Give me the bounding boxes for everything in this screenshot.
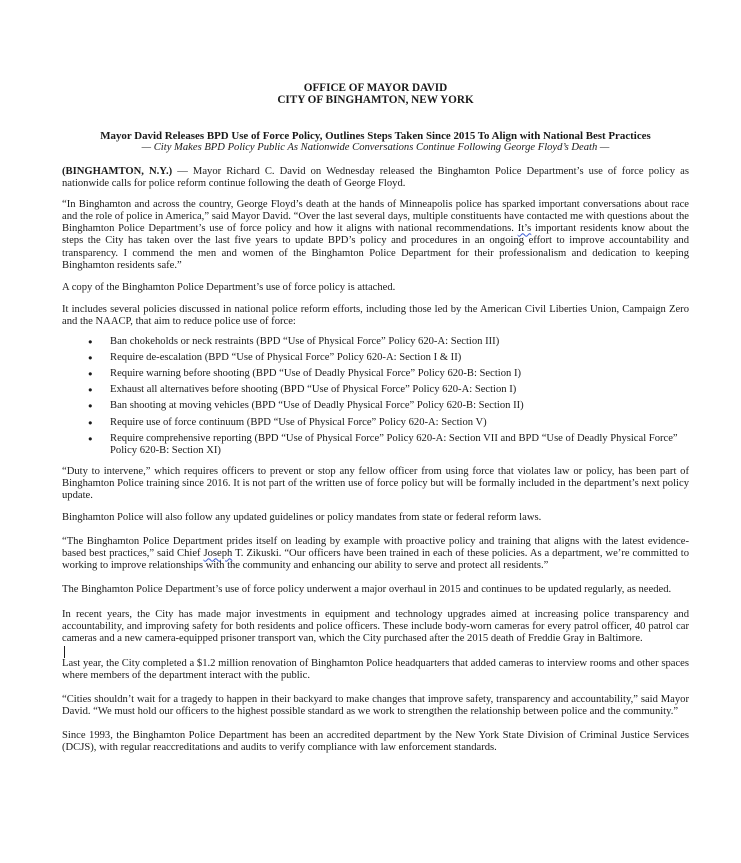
policies-intro-paragraph: It includes several policies discussed in national police reform efforts, including those led by the American Civil Liberties Union, Campaign Zero and the NAACP, that aim to reduce police use of force: <box>62 303 689 327</box>
press-release-subheadline: — City Makes BPD Policy Public As Nationwide Conversations Continue Following George Floyd’s Death — <box>141 142 610 154</box>
mayor-quote-text-1: “In Binghamton and across the country, George Floyd’s death at the hands of Minneapolis police has sparked important conversations about race and the role of police in America,” said Mayor David. “Over the last several days, multiple constituents have contacted me with questions about the Binghamton Police Department’s use of force policy and how it aligns with national recommendations. <box>62 199 689 235</box>
city-title: CITY OF BINGHAMTON, NEW YORK <box>277 94 474 107</box>
mayor-quote-text-2: important residents know about the steps the City has taken over the last five years to update BPD’s policy and procedures in an ongoing effort to improve accountability and transparency. I commend the men and women of the Binghamton Police Department for their professionalism and dedication to keeping Binghamton residents safe.” <box>62 223 690 271</box>
mayor-quote-paragraph <box>62 199 689 272</box>
text-cursor[interactable] <box>64 646 65 658</box>
policy-list-item: ● Require de-escalation (BPD “Use of Physical Force” Policy 620-A: Section I & II) <box>110 352 689 364</box>
intro-text: — Mayor Richard C. David on Wednesday released the Binghamton Police Department’s use of force policy as nationwide calls for police reform continue following the death of George Floyd. <box>62 166 690 190</box>
policy-list-item: ● Require use of force continuum (BPD “Use of Physical Force” Policy 620-A: Section V) <box>110 417 689 429</box>
letterhead <box>62 82 689 107</box>
overhaul-paragraph: The Binghamton Police Department’s use of force policy underwent a major overhaul in 2015 and continues to be updated regularly, as needed. <box>62 584 672 596</box>
mayor-quote-2-paragraph: “Cities shouldn’t wait for a tragedy to happen in their backyard to make changes that improve safety, transparency and accountability,” said Mayor David. “We must hold our officers to the highest possible standard as we work to strengthen the relationship between police and the community.” <box>62 694 689 718</box>
policy-list-item: ● Ban shooting at moving vehicles (BPD “Use of Deadly Physical Force” Policy 620-B: Section II) <box>110 400 689 412</box>
document-page <box>62 82 689 754</box>
spellcheck-flagged-word[interactable]: It’s <box>517 223 532 235</box>
policy-list-item: ● Ban chokeholds or neck restraints (BPD “Use of Physical Force” Policy 620-A: Section III) <box>110 336 689 348</box>
policy-list <box>62 336 689 457</box>
dateline: (BINGHAMTON, N.Y.) <box>62 166 173 178</box>
chief-quote-paragraph <box>62 536 689 572</box>
press-release-headline: Mayor David Releases BPD Use of Force Policy, Outlines Steps Taken Since 2015 To Align with National Best Practices <box>100 129 651 142</box>
chief-quote-text-2: T. Zikuski. “Our officers have been trained in each of these policies. As a department, we’re committed to working to improve relationships with the community and enhancing our ability to serve and protect all residents.” <box>62 548 689 572</box>
investments-paragraph: In recent years, the City has made major investments in equipment and technology upgrades aimed at increasing police transparency and accountability, and improving safety for both residents and police officers. These include body-worn cameras for every patrol officer, 40 patrol car cameras and a new camera-equipped prisoner transport van, which the City purchased after the 2015 death of Freddie Gray in Baltimore. <box>62 608 689 644</box>
duty-to-intervene-paragraph: “Duty to intervene,” which requires officers to prevent or stop any fellow officer from using force that violates law or policy, has been part of Binghamton Police training since 2016. It is not part of the written use of force policy but will be formally included in the department’s next policy update. <box>62 465 689 501</box>
policy-list-item: ● Exhaust all alternatives before shooting (BPD “Use of Physical Force” Policy 620-A: Section I) <box>110 384 689 396</box>
intro-paragraph <box>62 166 689 190</box>
policy-list-item: ● Require warning before shooting (BPD “Use of Deadly Physical Force” Policy 620-B: Section I) <box>110 368 689 380</box>
copy-attached-paragraph: A copy of the Binghamton Police Department’s use of force policy is attached. <box>62 281 396 293</box>
chief-quote-text-1: “The Binghamton Police Department prides itself on leading by example with proactive policy and training that aligns with the latest evidence-based best practices,” said Chief <box>62 536 689 560</box>
office-title: OFFICE OF MAYOR DAVID <box>303 82 448 94</box>
accreditation-paragraph: Since 1993, the Binghamton Police Department has been an accredited department by the New York State Division of Criminal Justice Services (DCJS), with regular reaccreditations and audits to verify compliance with law enforcement standards. <box>62 730 689 754</box>
renovation-paragraph: Last year, the City completed a $1.2 million renovation of Binghamton Police headquarters that added cameras to interview rooms and other spaces where members of the department interact with the public. <box>62 657 689 681</box>
guidelines-paragraph: Binghamton Police will also follow any updated guidelines or policy mandates from state or federal reform laws. <box>62 512 542 524</box>
spellcheck-flagged-name[interactable]: Joseph <box>203 548 233 560</box>
policy-list-item: ● Require comprehensive reporting (BPD “Use of Physical Force” Policy 620-A: Section VII and BPD “Use of Deadly Physical Force” Policy 620-B: Section XI) <box>110 433 689 457</box>
